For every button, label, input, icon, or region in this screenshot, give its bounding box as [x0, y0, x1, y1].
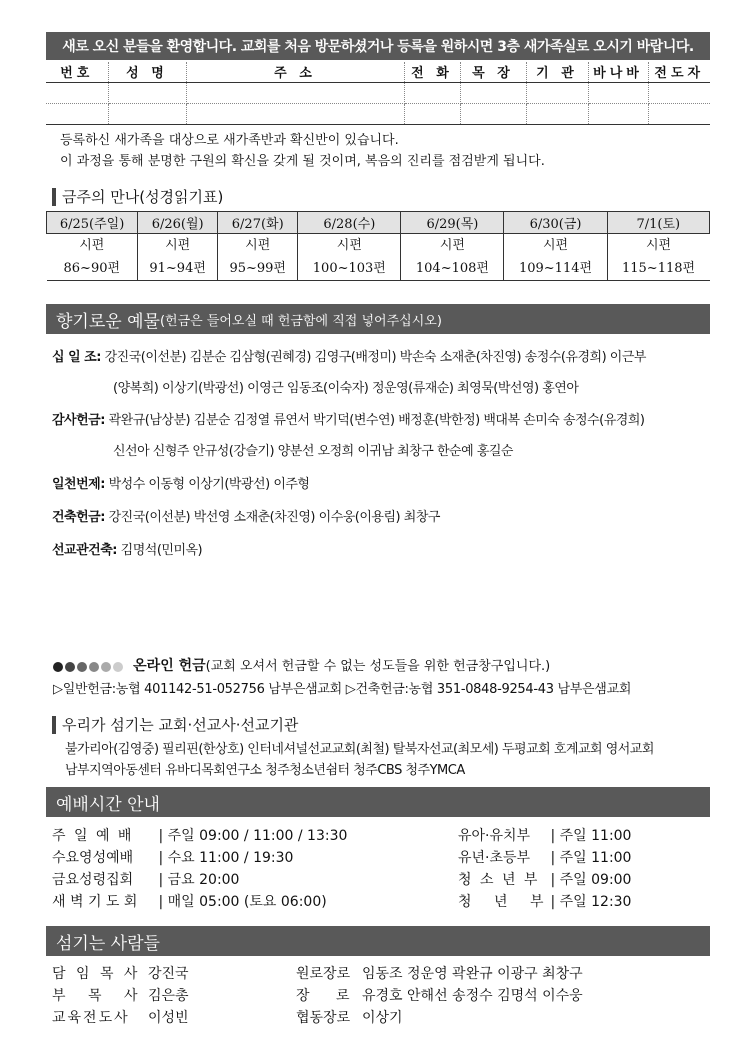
worship-label: 주 일 예 배: [52, 828, 134, 844]
worship-main-list: [52, 825, 347, 913]
col-dept: 기 관: [526, 62, 588, 82]
thanks-label: 감사헌금:: [52, 413, 105, 428]
col-number: 번호: [46, 62, 108, 82]
dot-icon: [65, 662, 75, 672]
worship-time: 주일 09:00: [559, 872, 632, 888]
dot-icon: [77, 662, 87, 672]
tithe-line-1: [52, 346, 646, 365]
mission-building-names: 김명석(민미옥): [120, 543, 203, 558]
staff-role: 장 로: [296, 988, 350, 1004]
reading-range: 100~103편: [298, 257, 401, 281]
reading-book: 시편: [401, 234, 504, 258]
reading-book: 시편: [138, 234, 218, 258]
sunday-names: 박성수 이동형 이상기(박광선) 이주형: [108, 477, 310, 492]
sunday-offering-line: [52, 473, 310, 492]
reading-book: 시편: [47, 234, 138, 258]
worship-time: 금요 20:00: [167, 872, 240, 888]
reading-range: 104~108편: [401, 257, 504, 281]
reading-date: 7/1(토): [607, 212, 709, 234]
worship-title: 예배시간 안내: [56, 794, 160, 815]
sunday-label: 일천번제:: [52, 477, 105, 492]
tithe-names: 강진국(이선분) 김분순 김삼형(권혜경) 김영구(배정미) 박손숙 소재춘(차진영) 송정수(유경희) 이근부: [104, 350, 646, 365]
reading-range: 95~99편: [218, 257, 298, 281]
worship-item: 수요영성예배 | 수요 11:00 / 19:30: [52, 847, 347, 869]
staff-item: [296, 1007, 583, 1029]
staff-name: 이성빈: [148, 1010, 189, 1026]
thanks-names: 곽완규(남상분) 김분순 김정열 류연서 박기덕(변수연) 배정훈(박한정) 백대복 손미숙 송정수(유경희): [108, 413, 645, 428]
welcome-banner: 새로 오신 분들을 환영합니다. 교회를 처음 방문하셨거나 등록을 원하시면 3층 새가족실로 오시기 바랍니다.: [46, 32, 710, 60]
staff-role: 협동장로: [296, 1010, 351, 1026]
mission-building-line: [52, 539, 202, 558]
worship-label: 수요영성예배: [52, 850, 134, 866]
worship-item: 청 년 부 | 주일 12:30: [458, 891, 631, 913]
worship-item: 새 벽 기 도 회 | 매일 05:00 (토요 06:00): [52, 891, 347, 913]
worship-label: 청 소 년 부: [458, 872, 540, 888]
reading-heading: [52, 186, 223, 207]
reading-date: 6/29(목): [401, 212, 504, 234]
worship-label: 유년·초등부: [458, 850, 531, 866]
dot-icon: [89, 662, 99, 672]
worship-header: [46, 787, 710, 817]
worship-time: 수요 11:00 / 19:30: [167, 850, 294, 866]
worship-item: 유년·초등부 | 주일 11:00: [458, 847, 631, 869]
missions-line-2: 남부지역아동센터 유바디목회연구소 청주청소년쉼터 청주CBS 청주YMCA: [65, 763, 465, 778]
staff-item: [296, 985, 583, 1007]
reading-book: 시편: [218, 234, 298, 258]
reading-ranges-row: [47, 257, 710, 281]
reading-date: 6/30(금): [504, 212, 607, 234]
online-offering: [53, 655, 550, 675]
reading-books-row: [47, 234, 710, 258]
reading-book: 시편: [504, 234, 607, 258]
building-names: 강진국(이선분) 박선영 소재춘(차진영) 이수웅(이용림) 최창구: [108, 510, 440, 525]
online-desc: (교회 오셔서 헌금할 수 없는 성도들을 위한 헌금창구입니다.): [205, 659, 551, 674]
reading-book: 시편: [298, 234, 401, 258]
building-offering-line: [52, 506, 440, 525]
online-title: 온라인 헌금: [133, 658, 206, 674]
heading-bar-icon: [52, 716, 56, 734]
staff-title: 섬기는 사람들: [56, 933, 160, 954]
reading-date: 6/27(화): [218, 212, 298, 234]
offering-header: [46, 304, 710, 334]
missions-heading: [52, 714, 298, 735]
col-phone: 전 화: [404, 62, 460, 82]
missions-line-1: 불가리아(김영중) 필리핀(한상호) 인터네셔널선교교회(최철) 탈북자선교(최모세) 두평교회 호계교회 영서교회: [65, 742, 654, 757]
registration-header-row: [46, 62, 710, 82]
worship-time: 주일 11:00: [559, 850, 632, 866]
staff-item: [52, 985, 189, 1007]
col-evangelist: 전도자: [648, 62, 710, 82]
reading-dates-row: [47, 212, 710, 234]
staff-name: 강진국: [148, 966, 189, 982]
bank-accounts: ▷일반헌금:농협 401142-51-052756 남부은샘교회 ▷건축헌금:농협 351-0848-9254-43 남부은샘교회: [53, 682, 632, 697]
reading-date: 6/25(주일): [47, 212, 138, 234]
worship-label: 유아·유치부: [458, 828, 531, 844]
staff-role: 교육전도사: [52, 1010, 130, 1026]
worship-item: 유아·유치부 | 주일 11:00: [458, 825, 631, 847]
dot-icon: [113, 662, 123, 672]
worship-time: 주일 09:00 / 11:00 / 13:30: [167, 828, 348, 844]
reading-title: 금주의 만나(성경읽기표): [62, 188, 224, 206]
col-cell: 목 장: [460, 62, 526, 82]
tithe-names-cont: (양복희) 이상기(박광선) 이영근 임동조(이숙자) 정운영(류재순) 최영묵(박선영) 홍연아: [113, 381, 579, 396]
offering-title: 향기로운 예물: [56, 311, 160, 332]
dot-icon: [101, 662, 111, 672]
staff-item: [52, 1007, 189, 1029]
worship-time: 매일 05:00 (토요 06:00): [167, 894, 327, 910]
table-row[interactable]: [46, 82, 710, 103]
reading-date: 6/28(수): [298, 212, 401, 234]
elders-list: [296, 963, 583, 1029]
building-label: 건축헌금:: [52, 510, 105, 525]
worship-label: 금요성령집회: [52, 872, 134, 888]
reading-book: 시편: [645, 238, 672, 253]
heading-bar-icon: [52, 188, 56, 206]
staff-role: 부 목 사: [52, 988, 138, 1004]
thanks-names-cont: 신선아 신형주 안규성(강슬기) 양분선 오정희 이귀남 최창구 한순예 홍길순: [113, 444, 513, 459]
staff-header: [46, 926, 710, 956]
staff-name: 유경호 안해선 송정수 김명석 이수웅: [362, 988, 583, 1004]
staff-name: 이상기: [362, 1010, 403, 1026]
thanks-line-1: [52, 409, 644, 428]
staff-role: 담 임 목 사: [52, 966, 141, 982]
reading-range: 109~114편: [504, 257, 607, 281]
worship-item: 주 일 예 배 | 주일 09:00 / 11:00 / 13:30: [52, 825, 347, 847]
worship-item: 금요성령집회 | 금요 20:00: [52, 869, 347, 891]
dot-icon: [53, 662, 63, 672]
reading-range: 115~118편: [607, 257, 709, 281]
worship-school-list: [458, 825, 631, 913]
worship-time: 주일 11:00: [559, 828, 632, 844]
worship-item: 청 소 년 부 | 주일 09:00: [458, 869, 631, 891]
col-address: 주 소: [186, 62, 404, 82]
registration-table: [46, 62, 710, 125]
mission-building-label: 선교관건축:: [52, 543, 117, 558]
col-barnabas: 바나바: [588, 62, 648, 82]
pastors-list: [52, 963, 189, 1029]
staff-name: 김은총: [148, 988, 189, 1004]
staff-item: [52, 963, 189, 985]
tithe-label: 십 일 조:: [52, 350, 101, 365]
offering-subtitle: (헌금은 들어오실 때 헌금함에 직접 넣어주십시오): [159, 313, 442, 329]
reading-range: 91~94편: [138, 257, 218, 281]
newcomer-note-2: 이 과정을 통해 분명한 구원의 확신을 갖게 될 것이며, 복음의 진리를 점검받게 됩니다.: [60, 154, 545, 169]
reading-date: 6/26(월): [138, 212, 218, 234]
worship-time: 주일 12:30: [559, 894, 632, 910]
reading-range: 86~90편: [47, 257, 138, 281]
worship-label: 새 벽 기 도 회: [52, 894, 138, 910]
staff-role: 원로장로: [296, 966, 351, 982]
missions-title: 우리가 섬기는 교회·선교사·선교기관: [62, 716, 299, 734]
staff-name: 임동조 정운영 곽완규 이광구 최창구: [362, 966, 583, 982]
worship-label: 청 년 부: [458, 894, 544, 910]
staff-item: [296, 963, 583, 985]
reading-schedule: [46, 211, 710, 281]
col-name: 성 명: [108, 62, 186, 82]
table-row[interactable]: [46, 103, 710, 124]
newcomer-note-1: 등록하신 새가족을 대상으로 새가족반과 확신반이 있습니다.: [60, 133, 399, 148]
